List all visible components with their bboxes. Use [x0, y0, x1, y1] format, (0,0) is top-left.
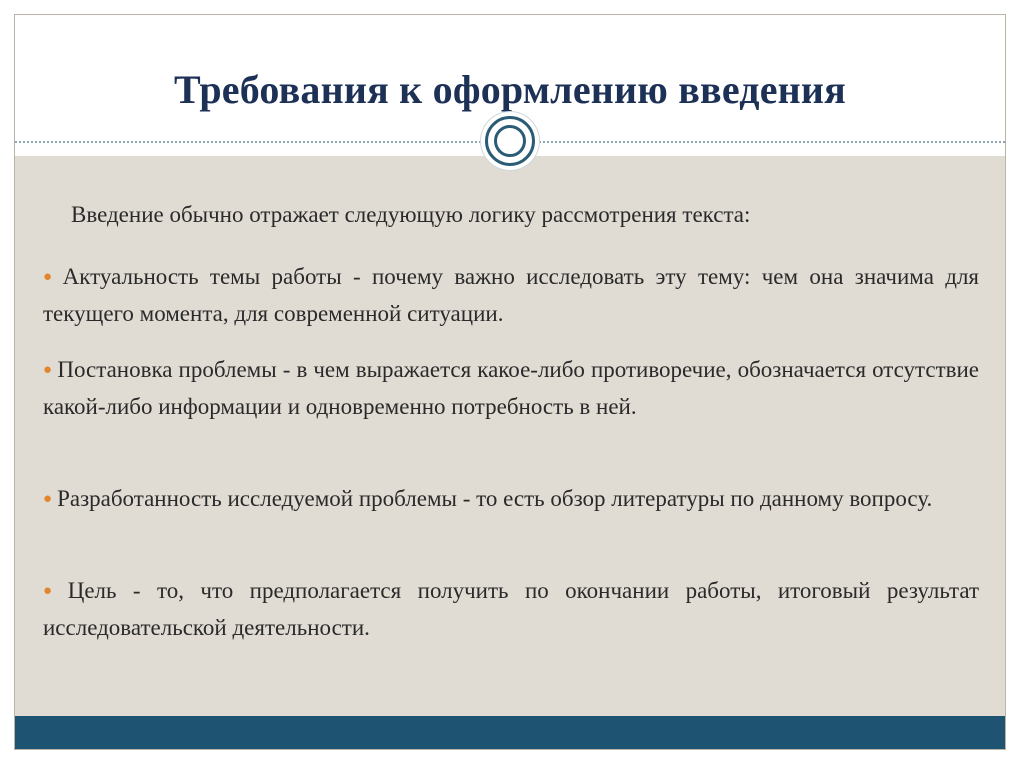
ring-ornament-icon — [485, 116, 535, 166]
bullet-dot-icon: ● — [43, 362, 53, 378]
bullet-dot-icon: ● — [43, 269, 58, 285]
bullet-item — [43, 260, 979, 331]
content-panel — [15, 156, 1005, 716]
bullet-dot-icon: ● — [43, 491, 53, 507]
bullet-text: Разработанность исследуемой проблемы - то есть обзор литературы по данному вопросу. — [57, 486, 933, 511]
bullet-text: Актуальность темы работы - почему важно исследовать эту тему: чем она значима для текущего момента, для современной ситуации. — [43, 264, 980, 326]
footer-bar — [15, 716, 1005, 750]
intro-text: Введение обычно отражает следующую логику рассмотрения текста: — [71, 202, 751, 227]
slide-frame — [14, 14, 1006, 750]
bullet-text: Цель - то, что предполагается получить по окончании работы, итоговый результат исследовательской деятельности. — [43, 578, 979, 640]
slide-title: Требования к оформлению введения — [174, 67, 846, 112]
bullet-item — [43, 482, 979, 519]
bullet-dot-icon: ● — [43, 583, 63, 599]
ring-ornament-inner — [494, 125, 526, 157]
bullet-item — [43, 353, 979, 424]
bullet-item — [43, 574, 979, 645]
bullet-text: Постановка проблемы - в чем выражается какое-либо противоречие, обозначается отсутствие какой-либо информации и одновременно потребность в ней. — [43, 357, 980, 419]
